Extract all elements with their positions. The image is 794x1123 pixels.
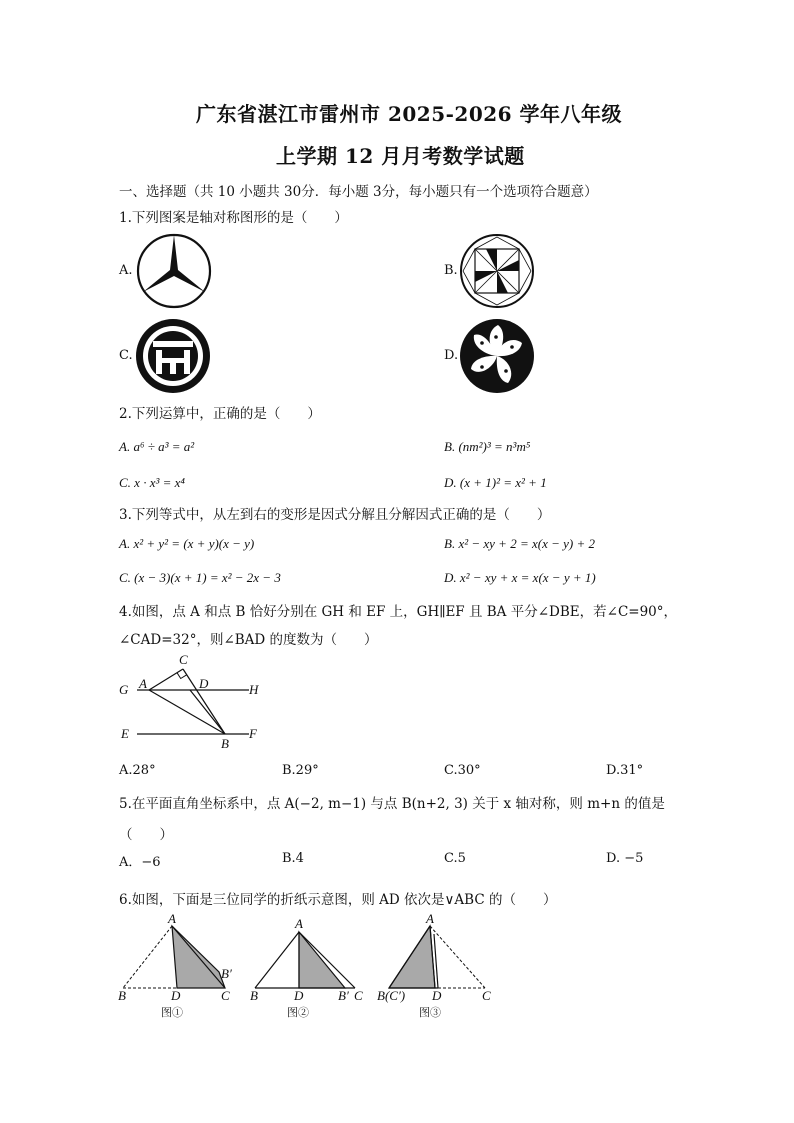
q6-figure-1 [115,912,245,1022]
q6-figure-2 [245,912,375,1022]
q6-fig2-caption: 图② [287,1006,309,1019]
page-title-line2: 上学期 12 月月考数学试题 [276,144,525,168]
q6-fig3-caption: 图③ [419,1006,441,1019]
q4-label-f: F [249,726,257,741]
q1-option-d-label: D. [444,348,459,363]
question-5-stem-line2: （ ） [119,827,173,843]
q6-fig2-label-b-prime: B′ [338,988,349,1003]
q3-option-a: A. x² + y² = (x + y)(x − y) [119,536,255,551]
question-1-stem: 1.下列图案是轴对称图形的是（ ） [119,210,348,226]
q5-option-d: D. −5 [606,851,644,866]
q1-option-c-label: C. [119,348,133,363]
three-pointed-star-icon [135,232,213,310]
q3-option-b: B. x² − xy + 2 = x(x − y) + 2 [444,536,595,551]
q6-fig2-label-a: A [295,916,303,931]
q1-option-a-label: A. [119,263,133,278]
q6-fig1-label-d: D [171,988,181,1003]
q6-fig3-label-d: D [432,988,442,1003]
q5-option-b: B.4 [282,851,304,866]
q2-option-b: B. (nm²)³ = n³m⁵ [444,439,531,454]
q6-fig3-label-c: C [482,988,491,1003]
circle-emblem-icon [134,317,212,395]
bauhinia-flower-icon [458,317,536,395]
q4-label-c: C [179,652,188,667]
q1-option-b-label: B. [444,263,458,278]
pinwheel-icon [458,232,536,310]
q6-fig3-label-a: A [426,911,434,926]
question-4-stem-line1: 4.如图，点 A 和点 B 恰好分别在 GH 和 EF 上，GH∥EF 且 BA 平分∠DBE，若∠C=90°， [119,604,678,620]
question-5-stem-line1: 5.在平面直角坐标系中，点 A(−2, m−1) 与点 B(n+2, 3) 关于 x 轴对称，则 m+n 的值是 [119,796,665,812]
q4-label-g: G [119,682,129,697]
question-4-stem-line2: ∠CAD=32°，则∠BAD 的度数为（ ） [119,632,378,648]
page-title-line1: 广东省湛江市雷州市 2025-2026 学年八年级 [196,102,623,126]
q6-fig2-label-b: B [250,988,258,1003]
q4-option-c: C.30° [444,763,481,778]
q6-fig3-label-b-c-prime: B(C′) [377,988,406,1003]
q4-label-d: D [199,676,209,691]
q4-label-e: E [121,726,129,741]
q5-option-c: C.5 [444,851,466,866]
q4-label-h: H [249,682,259,697]
section-heading: 一、选择题（共 10 小题共 30分．每小题 3分，每小题只有一个选项符合题意） [119,184,598,200]
q3-option-c: C. (x − 3)(x + 1) = x² − 2x − 3 [119,570,281,585]
q6-fig2-label-c: C [354,988,363,1003]
q2-option-d: D. (x + 1)² = x² + 1 [444,475,547,490]
q6-fig1-label-b-prime: B′ [221,966,232,981]
q3-option-d: D. x² − xy + x = x(x − y + 1) [444,570,596,585]
q6-figure-3 [375,912,505,1022]
q6-fig1-label-a: A [168,911,176,926]
q6-fig2-label-d: D [294,988,304,1003]
q2-option-c: C. x · x³ = x⁴ [119,475,185,490]
q6-fig1-label-b: B [118,988,126,1003]
q4-option-a: A.28° [119,763,156,778]
q4-label-b: B [221,736,229,751]
q2-option-a: A. a⁶ ÷ a³ = a² [119,439,195,454]
q6-fig1-caption: 图① [161,1006,183,1019]
q4-label-a: A [139,676,147,691]
question-3-stem: 3.下列等式中，从左到右的变形是因式分解且分解因式正确的是（ ） [119,507,551,523]
q4-parallel-lines-figure [115,652,275,752]
question-6-stem: 6.如图，下面是三位同学的折纸示意图，则 AD 依次是∨ABC 的（ ） [119,892,557,908]
q5-option-a: A．−6 [119,855,161,870]
question-2-stem: 2.下列运算中，正确的是（ ） [119,406,321,422]
q4-option-b: B.29° [282,763,319,778]
q6-fig1-label-c: C [221,988,230,1003]
q4-option-d: D.31° [606,763,644,778]
